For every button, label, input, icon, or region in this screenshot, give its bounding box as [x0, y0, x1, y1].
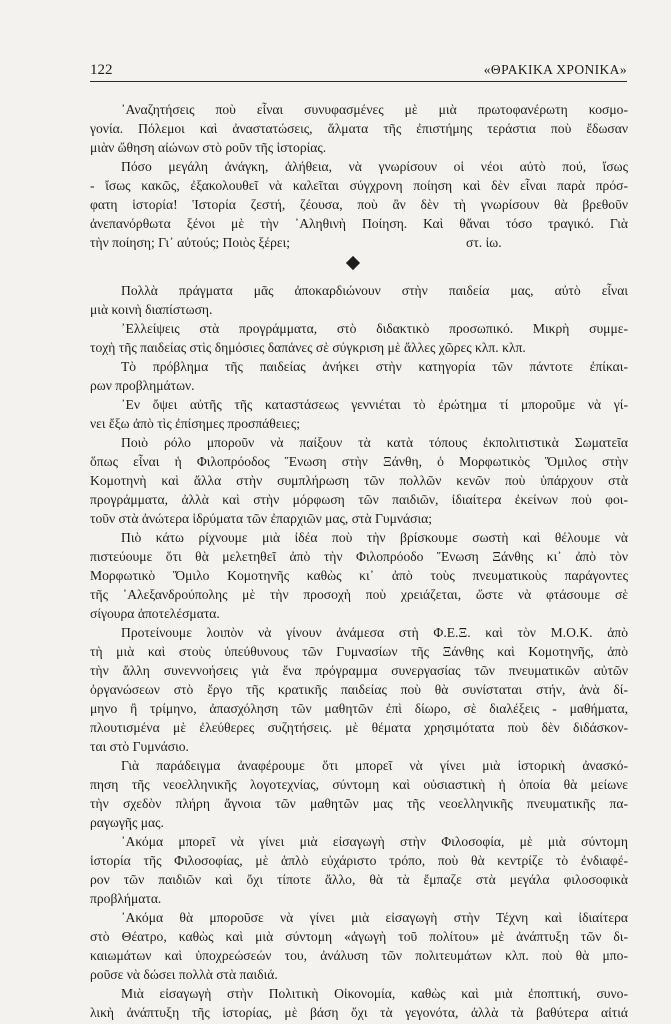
- text-line: πηση τῆς νεοελληνικῆς λογοτεχνίας, σύντομη καὶ οὐσιαστικὴ ἡ ὁποία θὰ μείωνε: [90, 777, 628, 792]
- text-line: μηνο ἢ τρίμηνο, ἀπασχόληση τῶν μαθητῶν ἐπὶ δίωρο, σὲ διαλέξεις - μαθήματα,: [90, 701, 628, 716]
- text-line: τῆς ᾿Αλεξανδρούπολης μὲ τὴν προσοχὴ ποὺ χρειάζεται, ὥστε νὰ φτάσουμε σὲ: [90, 587, 628, 602]
- text-line: - ἴσως κακῶς, ἐξακολουθεῖ νὰ καλεῖται σύγχρονη ποίηση καὶ δὲν εἶναι παρὰ πρόσ-: [90, 178, 628, 193]
- text-line: ἱστορία τῆς Φιλοσοφίας, μὲ ἁπλὸ εὐχάριστο τρόπο, ποὺ θὰ κεντρίζε τὸ ἐνδιαφέ-: [90, 853, 628, 868]
- text-line: ᾿Αναζητήσεις ποὺ εἶναι συνυφασμένες μὲ μιὰ πρωτοφανέρωτη κοσμο-: [121, 102, 628, 117]
- text-line: τὴ μιὰ καὶ στοὺς ὑπεύθυνους τῶν Γυμνασίων τῆς Ξάνθης καὶ Κομοτηνῆς, ἀπὸ: [90, 644, 628, 659]
- text-line: Πόσο μεγάλη ἀνάγκη, ἀλήθεια, νὰ γνωρίσουν οἱ νέοι αὐτὸ πού, ἴσως: [121, 159, 628, 174]
- text-line: ὅπως εἶναι ἡ Φιλοπρόοδος Ἕνωση στὴν Ξάνθη, ὁ Μορφωτικὸς Ὅμιλος στὴν: [90, 454, 628, 469]
- text-line: Μιὰ εἰσαγωγὴ στὴν Πολιτικὴ Οἰκονομία, καθὼς καὶ μιὰ ἐποπτική, συνο-: [121, 986, 628, 1001]
- text-line: ρων προβλημάτων.: [90, 378, 195, 393]
- text-line: προγράμματα, ἀλλὰ καὶ στὴν μόρφωση τῶν παιδιῶν, ἰδιαίτερα ἐκείνων ποὺ φοι-: [90, 492, 628, 507]
- text-line: Πολλὰ πράγματα μᾶς ἀποκαρδιώνουν στὴν παιδεία μας, αὐτὸ εἶναι: [121, 283, 628, 298]
- page-header: [90, 62, 627, 82]
- text-line: πλουτισμένα μὲ ἐλεύθερες συζητήσεις. μὲ θέματα χρησιμότατα ποὺ δὲν διδάσκον-: [90, 720, 628, 735]
- text-line: ἀνεπανόρθωτα ξένοι μὲ τὴν ᾿Αληθινὴ Ποίηση. Καὶ θἄναι τόσο τραγικό. Γιὰ: [90, 216, 628, 231]
- text-line: στὸ Θέατρο, καθὼς καὶ μιὰ σύντομη «ἀγωγὴ τοῦ πολίτου» μὲ ἀνάπτυξη τῶν δι-: [90, 929, 628, 944]
- text-line: πιστεύουμε ὅτι θὰ μελετηθεῖ ἀπὸ τὴν Φιλοπρόοδο Ἕνωση Ξάνθης κι᾿ ἀπὸ τὸν: [90, 549, 628, 564]
- text-line: νει ἔξω ἀπὸ τὶς ἐπίσημες προσπάθειες;: [90, 416, 301, 431]
- text-line: ραγωγῆς μας.: [90, 815, 164, 830]
- text-line: λικὴ ἀνάπτυξη τῆς ἱστορίας, μὲ βάση ὄχι τὰ γεγονότα, ἀλλὰ τὰ βαθύτερα αἰτιά: [90, 1005, 628, 1020]
- text-line: τὴν ποίηση; Γι᾿ αὐτούς; Ποιὸς ξέρει;: [90, 235, 291, 250]
- diamond-separator-icon: [346, 256, 360, 270]
- text-line: σίγουρα ἀποτελέσματα.: [90, 606, 220, 621]
- author-signature: στ. ἰω.: [466, 235, 502, 250]
- text-line: τὴν ἄλλη συνεννοήσεις γιὰ ἕνα πρόγραμμα συνεργασίας τῶν πνευματικῶν αὐτῶν: [90, 663, 628, 678]
- text-line: καιωμάτων καὶ ὑποχρεώσεών του, ἀνάλυση τῶν πολιτευμάτων κλπ. ποὺ θὰ μπο-: [90, 948, 628, 963]
- running-title: «ΘΡΑΚΙΚΑ ΧΡΟΝΙΚΑ»: [483, 62, 627, 77]
- header-rule: [90, 81, 627, 82]
- text-line: φατη ἱστορία! Ἱστορία ζεστή, ζέουσα, ποὺ ἂν δὲν τὴ γνωρίσουν θὰ βρεθοῦν: [90, 197, 628, 212]
- text-line: Προτείνουμε λοιπὸν νὰ γίνουν ἀνάμεσα στὴ Φ.Ε.Ξ. καὶ τὸν Μ.Ο.Κ. ἀπὸ: [121, 625, 628, 640]
- text-line: ται στὸ Γυμνάσιο.: [90, 739, 189, 754]
- text-line: Κομοτηνὴ καὶ ἄλλα στὴν συμπλήρωση τῶν πολλῶν κενῶν ποὺ ὑπάρχουν στὰ: [90, 473, 628, 488]
- text-line: Πιὸ κάτω ρίχνουμε μιὰ ἰδέα ποὺ τὴν βρίσκουμε σωστὴ καὶ θέλουμε νὰ: [121, 530, 628, 545]
- text-line: τὴν σχεδὸν πλήρη ἄγνοια τῶν μαθητῶν μας τῆς νεοελληνικῆς πνευματικῆς πα-: [90, 796, 628, 811]
- page-number: 122: [90, 62, 113, 78]
- text-line: ᾿Ελλείψεις στὰ προγράμματα, στὸ διδακτικὸ προσωπικό. Μικρὴ συμμε-: [121, 321, 628, 336]
- text-line: τοχὴ τῆς παιδείας στὶς δημόσιες δαπάνες σὲ σύγκριση μὲ ἄλλες χῶρες κλπ. κλπ.: [90, 340, 526, 355]
- text-line: ρον τῶν παιδιῶν καὶ ὄχι τίποτε ἄλλο, θὰ τὰ ἔμπαζε στὰ μεγάλα φιλοσοφικὰ: [90, 872, 628, 887]
- text-line: ᾿Εν ὄψει αὐτῆς τῆς καταστάσεως γεννιέται τὸ ἐρώτημα τί μποροῦμε νὰ γί-: [121, 397, 628, 412]
- text-line: Μορφωτικὸ Ὅμιλο Κομοτηνῆς καθὼς κι᾿ ἀπὸ τοὺς πνευματικοὺς παράγοντες: [90, 568, 628, 583]
- text-line: ᾿Ακόμα θὰ μποροῦσε νὰ γίνει μιὰ εἰσαγωγὴ στὴν Τέχνη καὶ ἰδιαίτερα: [121, 910, 628, 925]
- text-line: μιὰ κοινὴ διαπίστωση.: [90, 302, 213, 317]
- text-line: ροῦσε νὰ δώσει πολλὰ στὰ παιδιά.: [90, 967, 278, 982]
- text-line: Γιὰ παράδειγμα ἀναφέρουμε ὅτι μπορεῖ νὰ γίνει μιὰ ἱστορικὴ ἀνασκό-: [121, 758, 628, 773]
- text-line: τοῦν στὰ ἀνώτερα ἱδρύματα τῶν ἐπαρχιῶν μας, στὰ Γυμνάσια;: [90, 511, 433, 526]
- text-line: Ποιὸ ρόλο μποροῦν νὰ παίξουν τὰ κατὰ τόπους ἐκπολιτιστικὰ Σωματεῖα: [121, 435, 628, 450]
- text-line: μιὰν ὤθηση αἰώνων στὸ ροῦν τῆς ἱστορίας.: [90, 140, 327, 155]
- text-line: ὀργανώσεων στὸ ἔργο τῆς κρατικῆς παιδείας ποὺ θὰ συνίσταται στήν, ἀνὰ δί-: [90, 682, 628, 697]
- text-line: ᾿Ακόμα μπορεῖ νὰ γίνει μιὰ εἰσαγωγὴ στὴν Φιλοσοφία, μὲ μιὰ σύντομη: [121, 834, 628, 849]
- text-line: προβλήματα.: [90, 891, 162, 906]
- text-line: Τὸ πρόβλημα τῆς παιδείας ἀνήκει στὴν κατηγορία τῶν πάντοτε ἐπίκαι-: [121, 359, 628, 374]
- text-line: γονία. Πόλεμοι καὶ ἀναστατώσεις, ἅλματα τῆς ἐπιστήμης τεράστια ποὺ ἔδωσαν: [90, 121, 628, 136]
